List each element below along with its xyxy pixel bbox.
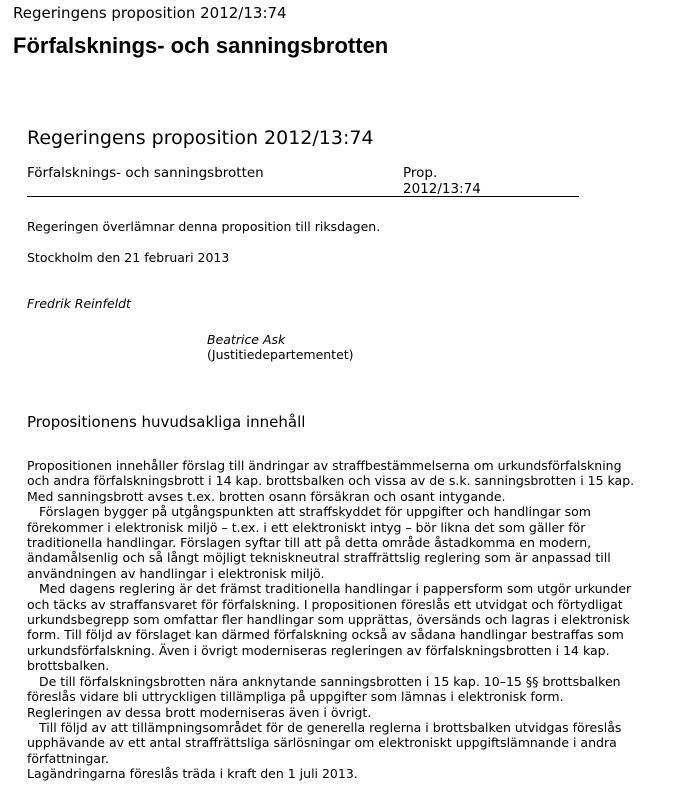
- department-name: (Justitiedepartementet): [207, 347, 354, 362]
- signatory-minister: Beatrice Ask: [207, 332, 286, 347]
- page-title: Regeringens proposition 2012/13:74: [13, 4, 287, 22]
- summary-paragraph: Till följd av att tillämpningsområdet för de generella reglerna i brottsbalken utvidgas föreslås upphävande av ett antal straffrättsliga särlösningar om elektroniskt uppgiftslämnande i andra författningar.: [27, 719, 622, 766]
- summary-paragraph: Lagändringarna föreslås träda i kraft den 1 juli 2013.: [27, 766, 358, 782]
- summary-paragraph: Propositionen innehåller förslag till ändringar av straffbestämmelserna om urkundsförfalskning och andra förfalskningsbrott i 14 kap. brottsbalken och vissa av de s.k. sanningsbrotten i 15 kap. Med sanningsbrott avses t.ex. brotten osann försäkran och osant intygande.: [27, 458, 635, 504]
- prop-number: 2012/13:74: [403, 181, 481, 197]
- document-subtitle: Förfalsknings- och sanningsbrotten: [27, 165, 264, 181]
- summary-paragraph: Med dagens reglering är det främst traditionella handlingar i pappersform som utgör urkunder och täcks av straffansvaret för förfalskning. I propositionen föreslås ett utvidgat och förtydligat urkundsbegrepp som omfattar fler handlingar som upprättas, översänds och lagras i elektronisk form. Till följd av förslaget kan därmed förfalskning också av sådana handlingar bestraffas som urkundsförfalskning. Även i övrigt moderniseras regleringen av förfalskningsbrotten i 14 kap. brottsbalken.: [27, 581, 632, 674]
- proposition-reference: [403, 165, 523, 197]
- summary-paragraph: De till förfalskningsbrotten nära anknytande sanningsbrotten i 15 kap. 10–15 §§ brottsbalken föreslås vidare bli uttryckligen tillämpliga på uppgifter som lämnas i elektronisk form. Regleringen av dessa brott moderniseras även i övrigt.: [27, 673, 621, 720]
- summary-body: [27, 458, 637, 782]
- page-heading: Förfalsknings- och sanningsbrotten: [13, 33, 389, 58]
- header-divider: [27, 196, 579, 197]
- summary-paragraph: Förslagen bygger på utgångspunkten att straffskyddet för uppgifter och handlingar som förekommer i elektronisk miljö – t.ex. i ett elektroniskt intyg – bör likna det som gäller för traditionella handlingar. Förslagen syftar till att på detta område åstadkomma en modern, ändamålsenlig och så långt möjligt tekniskneutral straffrättslig reglering som är anpassad till användningen av handlingar i elektronisk miljö.: [27, 504, 611, 581]
- section-heading: Propositionens huvudsakliga innehåll: [27, 413, 306, 431]
- submission-text: Regeringen överlämnar denna proposition till riksdagen.: [27, 219, 381, 234]
- place-date: Stockholm den 21 februari 2013: [27, 250, 230, 265]
- document-title: Regeringens proposition 2012/13:74: [27, 127, 374, 149]
- signatory-prime-minister: Fredrik Reinfeldt: [27, 296, 131, 311]
- prop-label: Prop.: [403, 165, 438, 181]
